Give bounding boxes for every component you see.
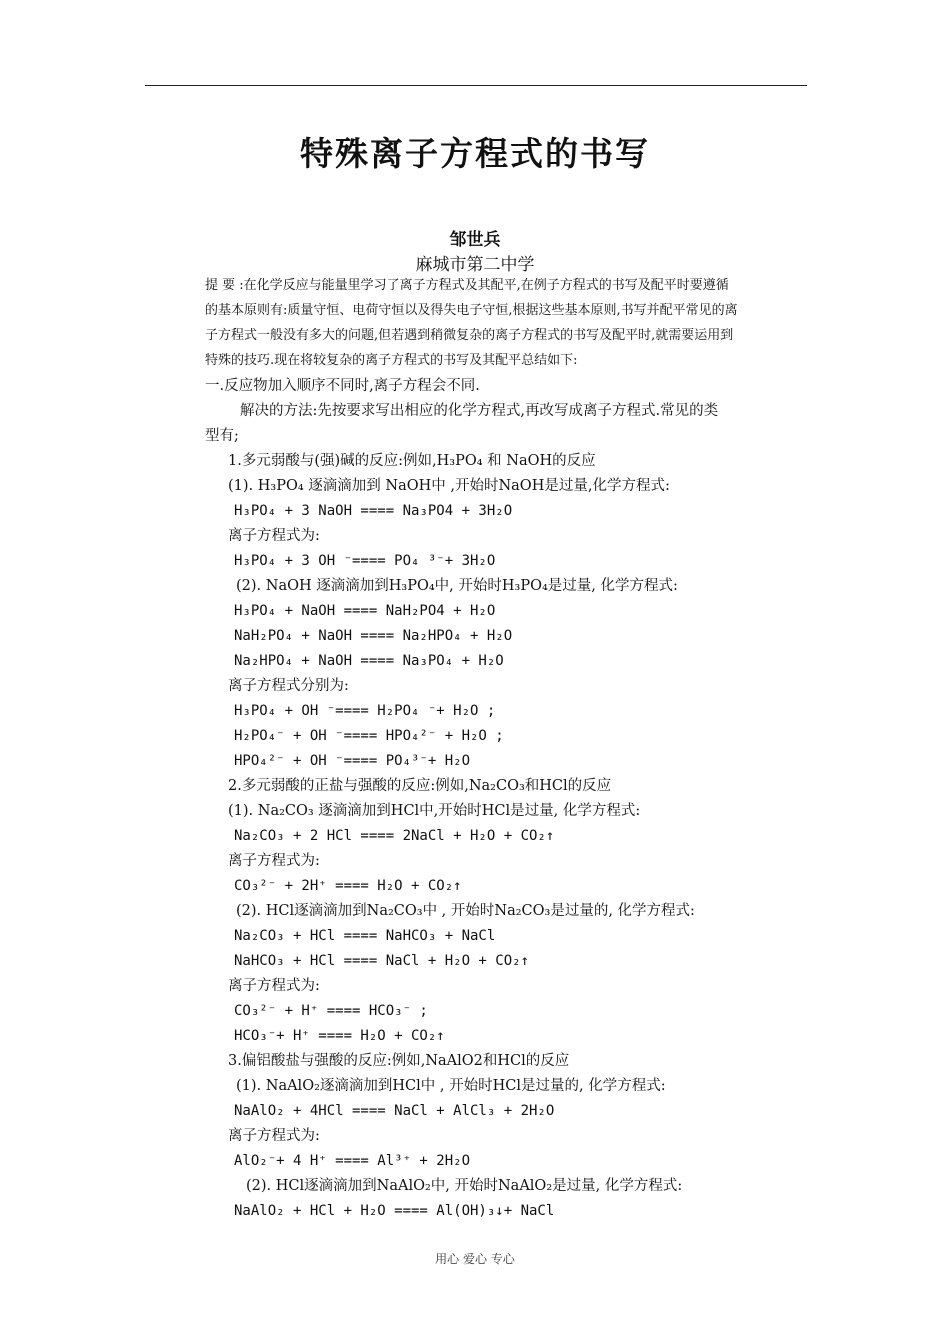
equation: H₂PO₄⁻ + OH ⁻==== HPO₄²⁻ + H₂O ; <box>234 728 504 744</box>
equation: NaHCO₃ + HCl ==== NaCl + H₂O + CO₂↑ <box>234 953 530 969</box>
label-line: 离子方程式为: <box>228 1128 320 1144</box>
case-line: (1). NaAlO₂逐滴滴加到HCl中 , 开始时HCl是过量的, 化学方程式: <box>236 1078 666 1094</box>
case-line: (1). H₃PO₄ 逐滴滴加到 NaOH中 ,开始时NaOH是过量,化学方程式: <box>228 478 670 494</box>
document-title: 特殊离子方程式的书写 <box>300 134 650 173</box>
equation: NaAlO₂ + HCl + H₂O ==== Al(OH)₃↓+ NaCl <box>234 1203 555 1219</box>
abstract-line: 提 要 :在化学反应与能量里学习了离子方程式及其配平,在例子方程式的书写及配平时要遵循 <box>205 278 729 293</box>
subheading: 1.多元弱酸与(强)碱的反应:例如,H₃PO₄ 和 NaOH的反应 <box>228 453 596 469</box>
equation: HPO₄²⁻ + OH ⁻==== PO₄³⁻+ H₂O <box>234 753 471 769</box>
equation: HCO₃⁻+ H⁺ ==== H₂O + CO₂↑ <box>234 1028 445 1044</box>
equation: NaAlO₂ + 4HCl ==== NaCl + AlCl₃ + 2H₂O <box>234 1103 555 1119</box>
equation: H₃PO₄ + 3 NaOH ==== Na₃PO4 + 3H₂O <box>234 503 513 519</box>
equation: H₃PO₄ + OH ⁻==== H₂PO₄ ⁻+ H₂O ; <box>234 703 496 719</box>
equation: AlO₂⁻+ 4 H⁺ ==== Al³⁺ + 2H₂O <box>234 1153 471 1169</box>
equation: CO₃²⁻ + 2H⁺ ==== H₂O + CO₂↑ <box>234 878 462 894</box>
equation: Na₂HPO₄ + NaOH ==== Na₃PO₄ + H₂O <box>234 653 504 669</box>
equation: NaH₂PO₄ + NaOH ==== Na₂HPO₄ + H₂O <box>234 628 513 644</box>
subheading: 3.偏铝酸盐与强酸的反应:例如,NaAlO2和HCl的反应 <box>228 1053 570 1069</box>
abstract-line: 的基本原则有:质量守恒、电荷守恒以及得失电子守恒,根据这些基本原则,书写并配平常见的离 <box>205 303 738 318</box>
paragraph-line: 解决的方法:先按要求写出相应的化学方程式,再改写成离子方程式.常见的类 <box>240 403 719 419</box>
equation: CO₃²⁻ + H⁺ ==== HCO₃⁻ ; <box>234 1003 428 1019</box>
subheading: 2.多元弱酸的正盐与强酸的反应:例如,Na₂CO₃和HCl的反应 <box>228 778 612 794</box>
author-name: 邹世兵 <box>449 230 501 250</box>
label-line: 离子方程式为: <box>228 853 320 869</box>
equation: H₃PO₄ + NaOH ==== NaH₂PO4 + H₂O <box>234 603 496 619</box>
paragraph-line: 型有; <box>205 428 239 444</box>
label-line: 离子方程式为: <box>228 528 320 544</box>
case-line: (2). HCl逐滴滴加到Na₂CO₃中 , 开始时Na₂CO₃是过量的, 化学方程式: <box>236 903 695 919</box>
abstract-line: 特殊的技巧.现在将较复杂的离子方程式的书写及其配平总结如下: <box>205 353 578 368</box>
label-line: 离子方程式为: <box>228 978 320 994</box>
equation: H₃PO₄ + 3 OH ⁻==== PO₄ ³⁻+ 3H₂O <box>234 553 496 569</box>
equation: Na₂CO₃ + HCl ==== NaHCO₃ + NaCl <box>234 928 496 944</box>
abstract-line: 子方程式一般没有多大的问题,但若遇到稍微复杂的离子方程式的书写及配平时,就需要运用到 <box>205 328 734 343</box>
header-rule <box>145 85 807 86</box>
section-heading: 一.反应物加入顺序不同时,离子方程会不同. <box>205 378 480 394</box>
case-line: (2). NaOH 逐滴滴加到H₃PO₄中, 开始时H₃PO₄是过量, 化学方程式: <box>236 578 678 594</box>
label-line: 离子方程式分别为: <box>228 678 349 694</box>
equation: Na₂CO₃ + 2 HCl ==== 2NaCl + H₂O + CO₂↑ <box>234 828 555 844</box>
page-footer: 用心 爱心 专心 <box>435 1252 515 1266</box>
case-line: (1). Na₂CO₃ 逐滴滴加到HCl中,开始时HCl是过量, 化学方程式: <box>228 803 641 819</box>
school-name: 麻城市第二中学 <box>415 255 535 275</box>
case-line: (2). HCl逐滴滴加到NaAlO₂中, 开始时NaAlO₂是过量, 化学方程式: <box>246 1178 683 1194</box>
